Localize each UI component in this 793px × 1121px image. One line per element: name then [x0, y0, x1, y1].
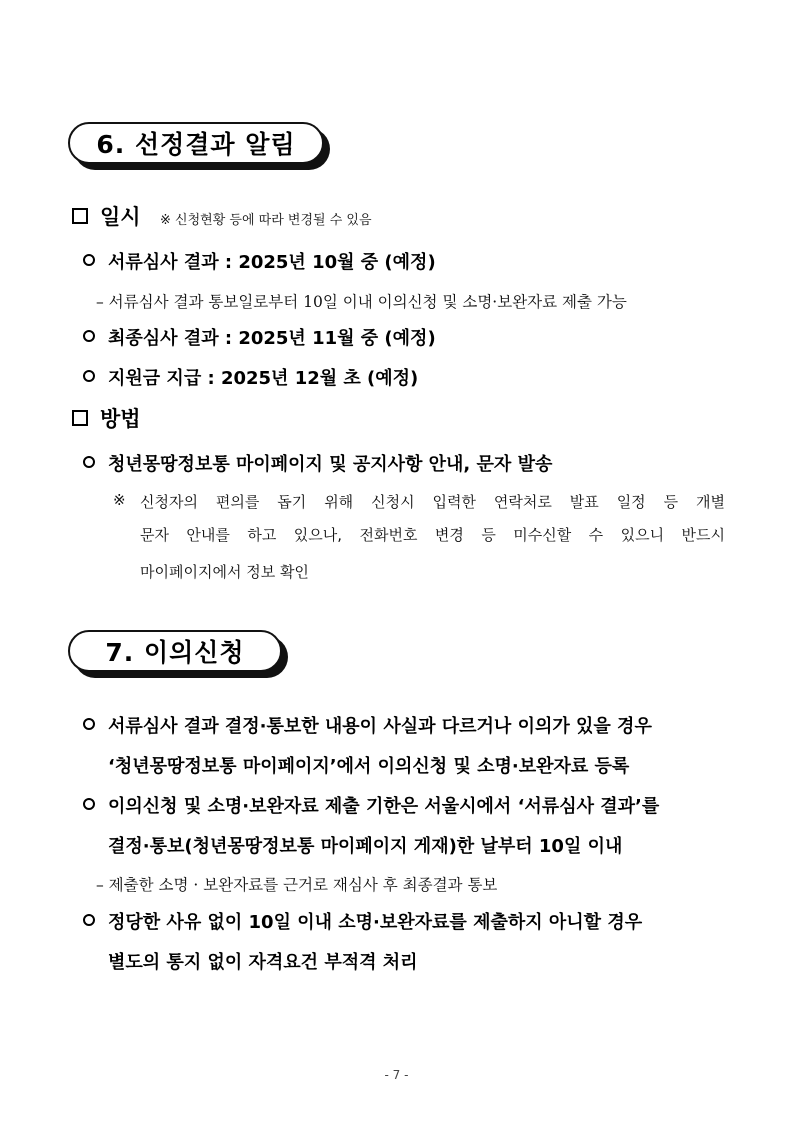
section-7-title: 7. 이의신청 [68, 630, 282, 672]
method-note-line-3: 마이페이지에서 정보 확인 [140, 563, 309, 581]
method-item: 청년몽땅정보통 마이페이지 및 공지사항 안내, 문자 발송 [108, 454, 553, 475]
bullet-circle-icon [83, 330, 95, 342]
schedule-label: 일시 [100, 205, 141, 229]
appeal-bullet-1-line-2: ‘청년몽땅정보통 마이페이지’에서 이의신청 및 소명·보완자료 등록 [108, 756, 630, 777]
bullet-circle-icon [83, 914, 95, 926]
bullet-circle-icon [83, 456, 95, 468]
appeal-bullet-3-line-2: 별도의 통지 없이 자격요건 부적격 처리 [108, 952, 418, 973]
bullet-circle-icon [83, 370, 95, 382]
checkbox-square-icon [72, 208, 88, 224]
bullet-circle-icon [83, 254, 95, 266]
appeal-bullet-1-line-1: 서류심사 결과 결정·통보한 내용이 사실과 다르거나 이의가 있을 경우 [108, 716, 652, 737]
method-note-line-1: 신청자의 편의를 돕기 위해 신청시 입력한 연락처로 발표 일정 등 개별 [140, 493, 725, 511]
bullet-circle-icon [83, 718, 95, 730]
checkbox-square-icon [72, 410, 88, 426]
bullet-circle-icon [83, 798, 95, 810]
section-6-title: 6. 선정결과 알림 [68, 122, 324, 164]
appeal-bullet-2-line-1: 이의신청 및 소명·보완자료 제출 기한은 서울시에서 ‘서류심사 결과’를 [108, 796, 660, 817]
method-label: 방법 [100, 407, 141, 431]
schedule-item-3: 지원금 지급 : 2025년 12월 초 (예정) [108, 368, 419, 389]
method-note-mark: ※ [113, 491, 126, 509]
section-6-heading [68, 122, 330, 170]
appeal-sub-note: – 제출한 소명 · 보완자료를 근거로 재심사 후 최종결과 통보 [96, 876, 498, 894]
appeal-bullet-3-line-1: 정당한 사유 없이 10일 이내 소명·보완자료를 제출하지 아니할 경우 [108, 912, 643, 933]
schedule-item-2: 최종심사 결과 : 2025년 11월 중 (예정) [108, 328, 436, 349]
schedule-item-1: 서류심사 결과 : 2025년 10월 중 (예정) [108, 252, 436, 273]
appeal-bullet-2-line-2: 결정·통보(청년몽땅정보통 마이페이지 게재)한 날부터 10일 이내 [108, 836, 623, 857]
page-number: - 7 - [384, 1068, 409, 1082]
schedule-sub-note: – 서류심사 결과 통보일로부터 10일 이내 이의신청 및 소명·보완자료 제출 가능 [96, 293, 627, 311]
section-7-heading [68, 630, 288, 678]
method-note-line-2: 문자 안내를 하고 있으나, 전화번호 변경 등 미수신할 수 있으니 반드시 [140, 526, 725, 544]
schedule-note: ※ 신청현황 등에 따라 변경될 수 있음 [160, 213, 372, 228]
